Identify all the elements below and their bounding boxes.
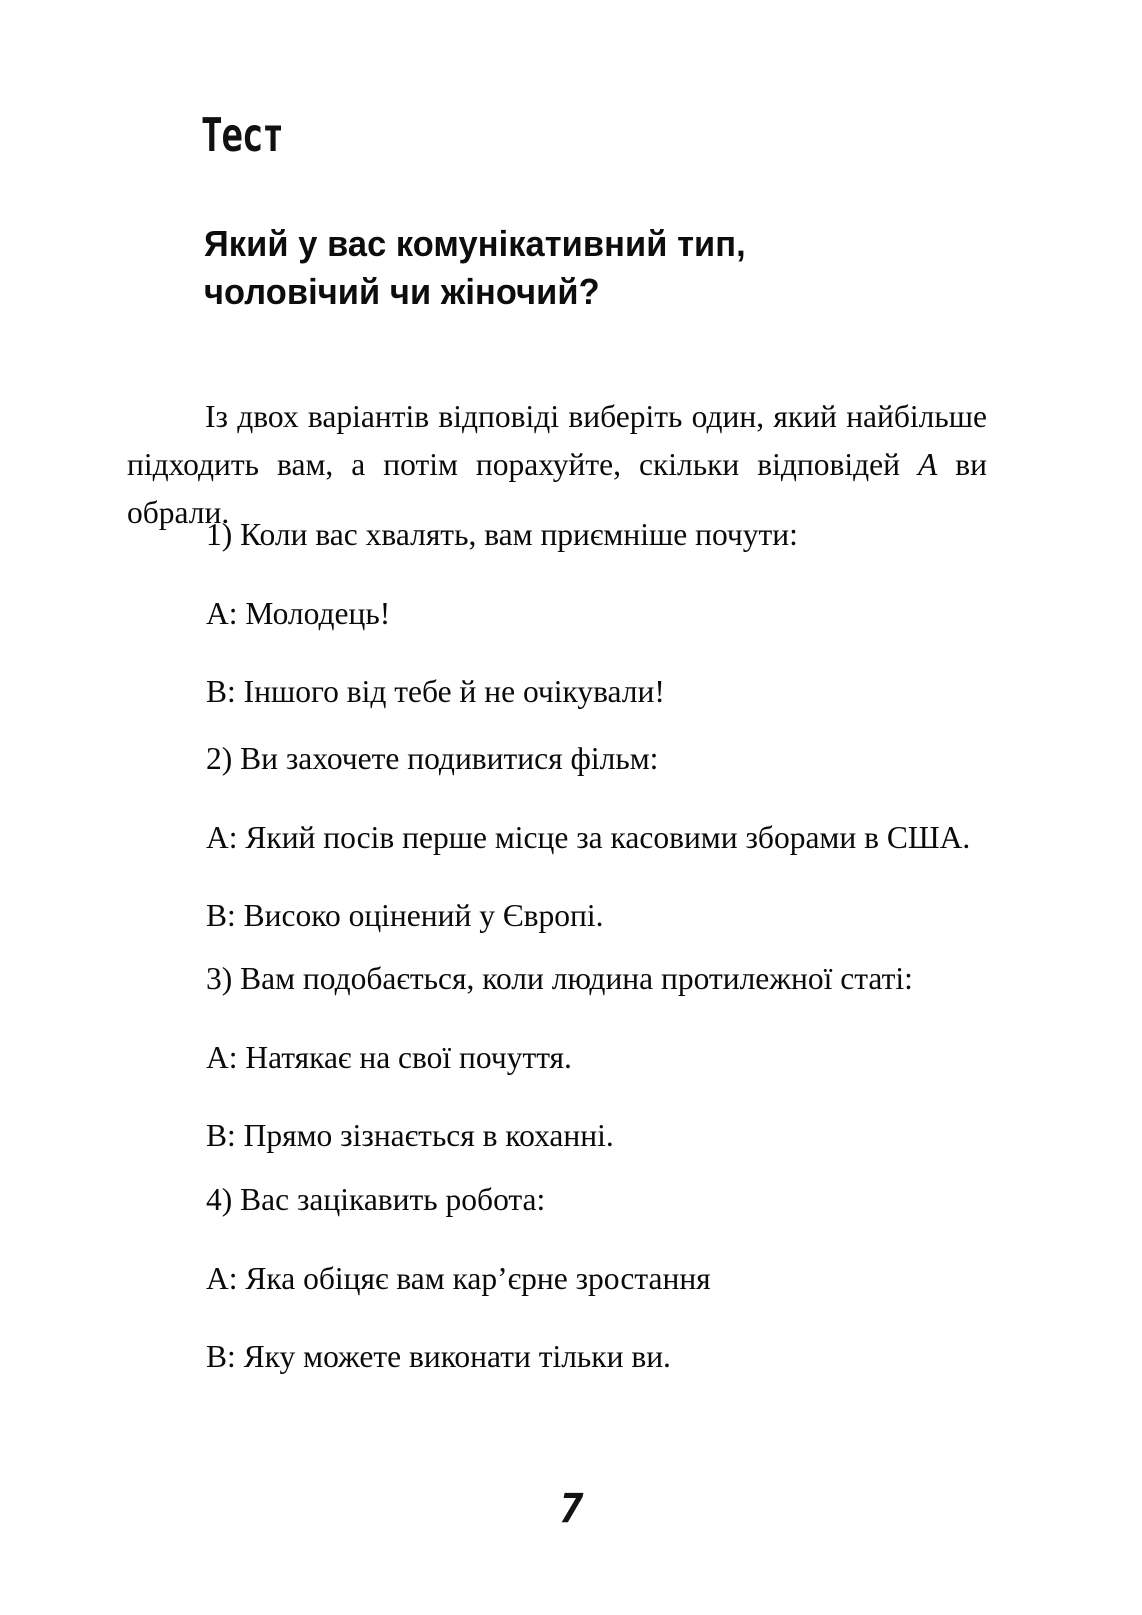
page-title-line-2: чоловічий чи жіночий? — [204, 271, 600, 313]
page-title — [204, 220, 911, 316]
question-option-a[interactable]: А: Натякає на свої почуття. — [206, 1039, 572, 1075]
question-option-b[interactable]: В: Яку можете виконати тільки ви. — [206, 1339, 671, 1374]
question-option-a[interactable]: А: Молодець! — [206, 595, 391, 631]
question-option-b[interactable]: В: Високо оцінений у Європі. — [206, 898, 604, 933]
question-option-b[interactable]: В: Прямо зізнається в коханні. — [206, 1118, 614, 1153]
question-block — [206, 1184, 1036, 1373]
question-block — [206, 519, 1036, 708]
question-block — [206, 743, 1036, 932]
page-title-line-1: Який у вас комунікативний тип, — [204, 223, 746, 265]
question-prompt: 1) Коли вас хвалять, вам приємніше почути: — [206, 517, 798, 552]
question-prompt: 4) Вас зацікавить робота: — [206, 1182, 546, 1217]
instructions-paragraph — [127, 393, 987, 537]
instructions-text-start: Із двох варіантів відповіді виберіть один, який найбільше підходить вам, а потім порахуйте, скільки відповідей — [127, 398, 987, 482]
question-prompt: 2) Ви захочете подивитися фільм: — [206, 741, 659, 776]
question-option-b[interactable]: В: Іншого від тебе й не очікували! — [206, 674, 665, 709]
question-block — [206, 963, 1036, 1152]
instructions-text-end: ви обрали. — [127, 446, 987, 530]
question-prompt: 3) Вам подобається, коли людина протилежної статі: — [206, 961, 913, 996]
question-option-a[interactable]: А: Який посів перше місце за касовими зборами в США. — [206, 819, 971, 855]
question-option-a[interactable]: А: Яка обіцяє вам кар’єрне зростання — [206, 1260, 711, 1296]
section-label: Тест — [201, 108, 283, 162]
instructions-emphasis-letter: A — [918, 446, 938, 482]
page-number: 7 — [559, 1486, 583, 1532]
